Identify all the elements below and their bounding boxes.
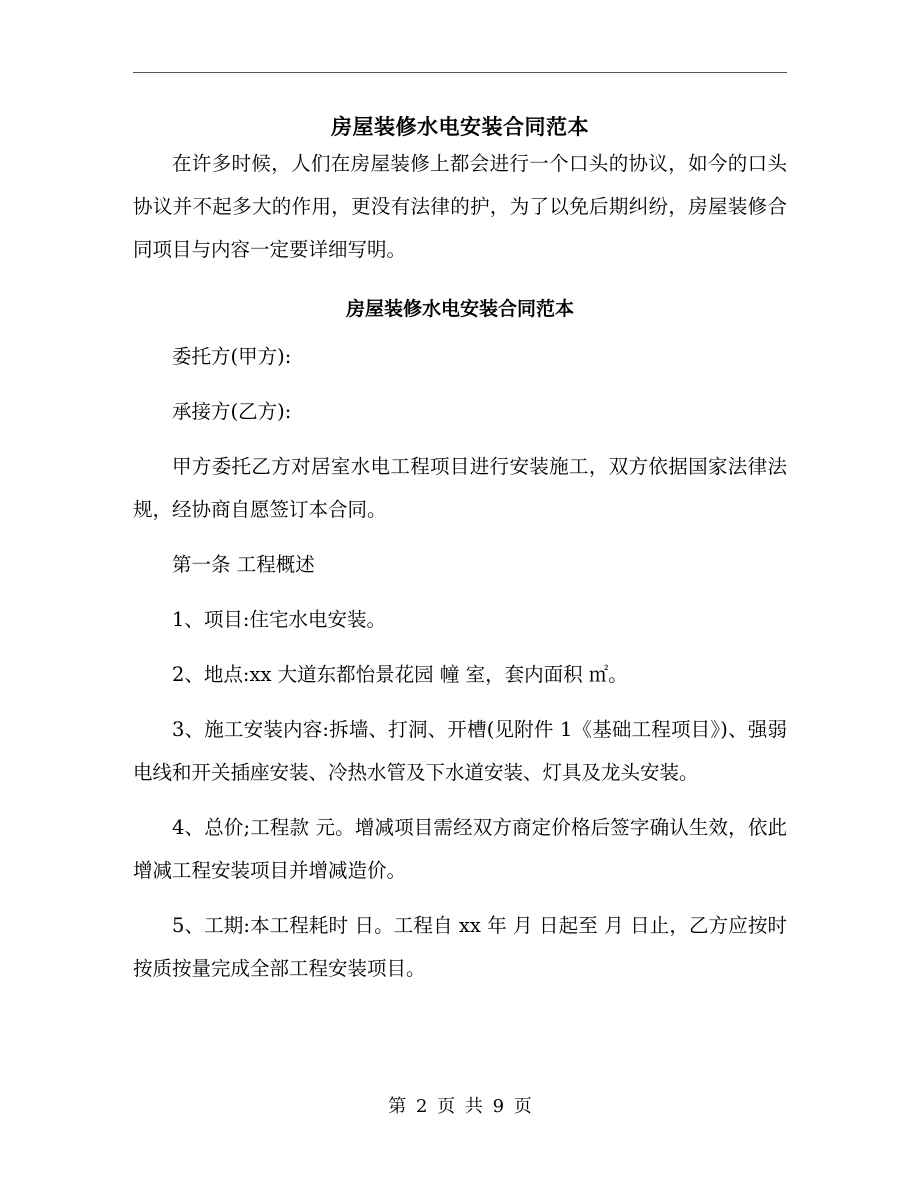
header-rule [133, 72, 787, 73]
article-heading: 第一条 工程概述 [172, 553, 315, 576]
clause-item: 3、施工安装内容:拆墙、打洞、开槽(见附件 1《基础工程项目》)、强弱电线和开关插座安装、冷热水管及下水道安装、灯具及龙头安装。 [133, 718, 787, 784]
clause-item: 2、地点:xx 大道东都怡景花园 幢 室，套内面积 ㎡。 [172, 663, 628, 686]
clause-item: 5、工期:本工程耗时 日。工程自 xx 年 月 日起至 月 日止，乙方应按时按质按量完成全部工程安装项目。 [133, 914, 787, 980]
section-title: 房屋装修水电安装合同范本 [345, 298, 574, 320]
clause-item: 1、项目:住宅水电安装。 [172, 608, 386, 631]
agreement-paragraph: 甲方委托乙方对居室水电工程项目进行安装施工，双方依据国家法律法规，经协商自愿签订本合同。 [133, 455, 787, 521]
document-body [133, 100, 787, 990]
page-number: 第 2 页 共 9 页 [388, 1096, 532, 1117]
intro-paragraph: 在许多时候，人们在房屋装修上都会进行一个口头的协议，如今的口头协议并不起多大的作用，更没有法律的护，为了以免后期纠纷，房屋装修合同项目与内容一定要详细写明。 [133, 152, 787, 261]
party-a-line: 委托方(甲方): [172, 345, 292, 368]
document-title: 房屋装修水电安装合同范本 [331, 114, 589, 139]
party-b-line: 承接方(乙方): [172, 400, 292, 423]
clause-item: 4、总价;工程款 元。增减项目需经双方商定价格后签字确认生效，依此增减工程安装项目并增减造价。 [133, 816, 787, 882]
